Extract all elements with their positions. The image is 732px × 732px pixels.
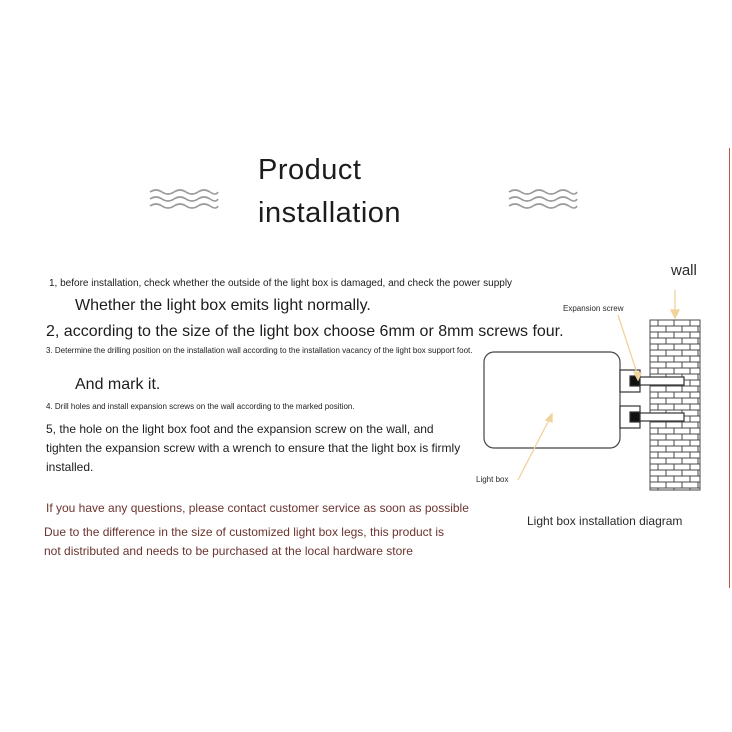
step-3-text: 3. Determine the drilling position on the installation wall according to the installation vacancy of the light box support foot. [46, 346, 473, 355]
left-wave-icon [148, 187, 220, 211]
step-1-text: 1, before installation, check whether the outside of the light box is damaged, and check the power supply [49, 278, 513, 289]
installation-diagram [470, 290, 710, 500]
step-2-text: 2, according to the size of the light box choose 6mm or 8mm screws four. [46, 323, 564, 340]
step-1-continuation: Whether the light box emits light normally. [75, 297, 371, 314]
page-title-line1: Product [258, 154, 362, 186]
diagram-caption: Light box installation diagram [527, 514, 683, 528]
legs-note: Due to the difference in the size of customized light box legs, this product is not distributed and needs to be purchased at the local hardware store [44, 525, 444, 558]
step-4-text: 4. Drill holes and install expansion screws on the wall according to the marked position. [46, 402, 355, 411]
contact-note: If you have any questions, please contact customer service as soon as possible [46, 501, 469, 515]
light-box-label: Light box [476, 475, 509, 484]
right-edge-line [729, 148, 730, 588]
page-title-line2: installation [258, 197, 402, 229]
wall-label: wall [671, 262, 697, 279]
step-5-text: 5, the hole on the light box foot and the expansion screw on the wall, and tighten the expansion screw with a wrench to ensure that the light box is firmly installed. [46, 422, 461, 474]
right-wave-icon [507, 187, 579, 211]
expansion-screw-label: Expansion screw [563, 304, 624, 313]
step-3-continuation: And mark it. [75, 376, 161, 393]
light-box-shape [484, 352, 620, 448]
brick-wall [650, 320, 700, 490]
